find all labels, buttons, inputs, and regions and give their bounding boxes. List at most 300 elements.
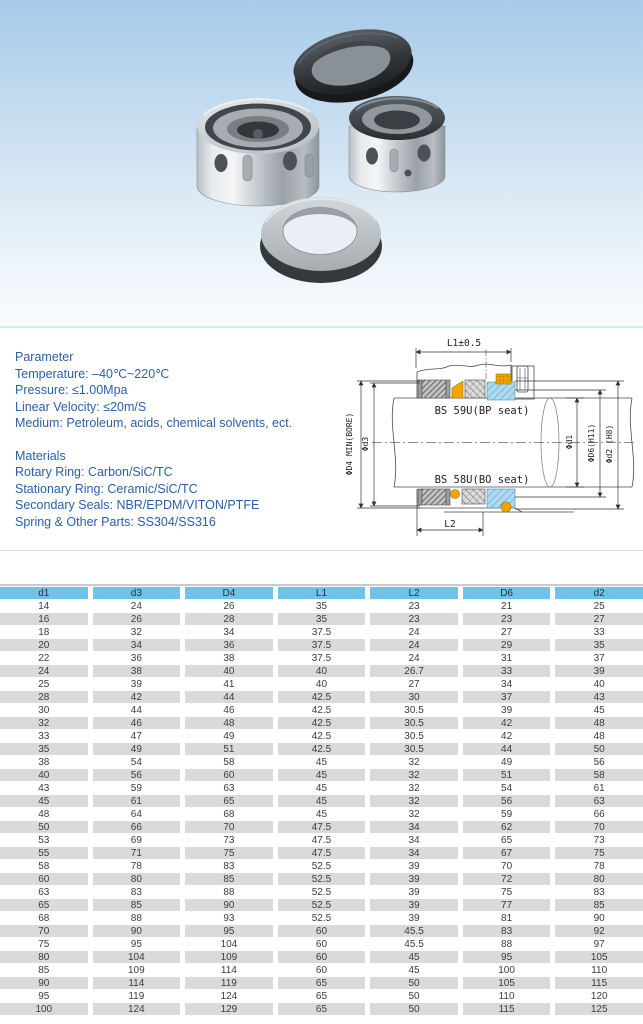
table-cell: 93 [185, 912, 273, 925]
table-cell: 42 [463, 730, 551, 743]
table-cell: 52.5 [278, 860, 366, 873]
table-cell: 27 [370, 678, 458, 691]
table-cell: 16 [0, 613, 88, 626]
table-cell: 25 [0, 678, 88, 691]
table-cell: 24 [370, 626, 458, 639]
table-cell: 26 [93, 613, 181, 626]
spec-line: Pressure: ≤1.00Mpa [15, 383, 128, 397]
table-cell: 24 [370, 652, 458, 665]
table-cell: 23 [370, 600, 458, 613]
table-cell: 73 [555, 834, 643, 847]
table-cell: 20 [0, 639, 88, 652]
table-cell: 100 [463, 964, 551, 977]
table-cell: 42.5 [278, 717, 366, 730]
table-cell: 129 [185, 1003, 273, 1016]
table-cell: 27 [463, 626, 551, 639]
table-cell: 115 [463, 1003, 551, 1016]
table-cell: 95 [463, 951, 551, 964]
table-cell: 64 [93, 808, 181, 821]
table-cell: 38 [185, 652, 273, 665]
table-cell: 32 [370, 782, 458, 795]
table-cell: 42.5 [278, 691, 366, 704]
table-cell: 40 [278, 665, 366, 678]
table-row [0, 990, 643, 1003]
table-cell: 32 [370, 808, 458, 821]
table-cell: 34 [370, 821, 458, 834]
table-cell: 36 [93, 652, 181, 665]
table-cell: 81 [463, 912, 551, 925]
table-cell: 33 [463, 665, 551, 678]
spring-section [422, 380, 446, 398]
table-cell: 39 [370, 899, 458, 912]
table-cell: 104 [93, 951, 181, 964]
table-cell: 28 [0, 691, 88, 704]
table-cell: 83 [185, 860, 273, 873]
table-cell: 114 [185, 964, 273, 977]
table-cell: 42.5 [278, 743, 366, 756]
table-cell: 58 [185, 756, 273, 769]
section-divider [0, 550, 643, 551]
table-cell: 35 [278, 613, 366, 626]
table-cell: 119 [185, 977, 273, 990]
table-cell: 29 [463, 639, 551, 652]
table-cell: 73 [185, 834, 273, 847]
table-cell: 45 [370, 951, 458, 964]
table-cell: 65 [278, 990, 366, 1003]
table-cell: 27 [555, 613, 643, 626]
table-row [0, 873, 643, 886]
spring-section [422, 489, 446, 505]
table-cell: 65 [0, 899, 88, 912]
table-cell: 59 [93, 782, 181, 795]
table-cell: 32 [0, 717, 88, 730]
table-cell: 54 [463, 782, 551, 795]
table-cell: 39 [93, 678, 181, 691]
table-row [0, 860, 643, 873]
table-row [0, 782, 643, 795]
table-cell: 40 [555, 678, 643, 691]
spacer [15, 432, 335, 448]
table-cell: 69 [93, 834, 181, 847]
table-cell: 65 [278, 977, 366, 990]
table-row [0, 769, 643, 782]
table-cell: 50 [370, 990, 458, 1003]
table-cell: 22 [0, 652, 88, 665]
table-cell: 48 [555, 717, 643, 730]
table-cell: 38 [0, 756, 88, 769]
table-cell: 95 [0, 990, 88, 1003]
table-cell: 30.5 [370, 730, 458, 743]
table-cell: 78 [93, 860, 181, 873]
table-cell: 92 [555, 925, 643, 938]
table-cell: 83 [463, 925, 551, 938]
table-row [0, 639, 643, 652]
table-cell: 49 [93, 743, 181, 756]
table-cell: 88 [185, 886, 273, 899]
table-cell: 52.5 [278, 873, 366, 886]
table-row [0, 912, 643, 925]
table-cell: 45 [0, 795, 88, 808]
table-cell: 52.5 [278, 912, 366, 925]
table-cell: 53 [0, 834, 88, 847]
table-cell: 24 [370, 639, 458, 652]
d2-label: Φd2 (H8) [605, 424, 614, 464]
table-cell: 50 [370, 977, 458, 990]
table-cell: 61 [555, 782, 643, 795]
table-cell: 30.5 [370, 743, 458, 756]
table-cell: 90 [555, 912, 643, 925]
technical-diagram [344, 336, 643, 562]
table-cell: 39 [555, 665, 643, 678]
section-divider [0, 326, 643, 328]
table-row [0, 951, 643, 964]
table-cell: 18 [0, 626, 88, 639]
spec-line: Rotary Ring: Carbon/SiC/TC [15, 465, 173, 479]
l2-label: L2 [444, 519, 456, 530]
table-cell: 66 [555, 808, 643, 821]
table-row [0, 847, 643, 860]
table-cell: 36 [185, 639, 273, 652]
table-cell: 70 [463, 860, 551, 873]
table-cell: 61 [93, 795, 181, 808]
table-cell: 80 [0, 951, 88, 964]
table-cell: 56 [555, 756, 643, 769]
o-ring [501, 502, 511, 512]
table-row [0, 964, 643, 977]
table-cell: 75 [555, 847, 643, 860]
table-cell: 85 [0, 964, 88, 977]
table-cell: 46 [185, 704, 273, 717]
table-cell: 104 [185, 938, 273, 951]
materials-lines [15, 464, 335, 530]
bolt [517, 366, 528, 392]
table-cell: 70 [185, 821, 273, 834]
table-cell: 114 [93, 977, 181, 990]
table-cell: 71 [93, 847, 181, 860]
table-row [0, 717, 643, 730]
table-cell: 72 [463, 873, 551, 886]
table-cell: 35 [0, 743, 88, 756]
table-cell: 78 [555, 860, 643, 873]
spec-line: Stationary Ring: Ceramic/SiC/TC [15, 481, 198, 496]
table-cell: 105 [555, 951, 643, 964]
mechanical-seals-photo-illustration [0, 0, 643, 326]
product-photo [0, 0, 643, 326]
table-cell: 32 [93, 626, 181, 639]
table-cell: 37 [555, 652, 643, 665]
table-cell: 34 [93, 639, 181, 652]
table-cell: 60 [278, 964, 366, 977]
table-cell: 45.5 [370, 938, 458, 951]
table-cell: 45 [278, 782, 366, 795]
table-cell: 44 [185, 691, 273, 704]
table-cell: 32 [370, 756, 458, 769]
spec-table-header [0, 587, 643, 600]
table-cell: 37.5 [278, 652, 366, 665]
elastomer-wedge [452, 381, 463, 398]
table-cell: 51 [463, 769, 551, 782]
seat-top-label: BS 59U(BP seat) [434, 405, 530, 417]
table-cell: 38 [93, 665, 181, 678]
table-row [0, 730, 643, 743]
materials-heading: Materials [15, 448, 66, 463]
table-row [0, 886, 643, 899]
table-cell: 50 [0, 821, 88, 834]
table-row [0, 756, 643, 769]
table-cell: 28 [185, 613, 273, 626]
rotary-ring-section [462, 489, 485, 504]
table-cell: 40 [278, 678, 366, 691]
table-row [0, 834, 643, 847]
table-cell: 70 [0, 925, 88, 938]
table-row [0, 977, 643, 990]
table-cell: 39 [370, 873, 458, 886]
table-cell: 23 [370, 613, 458, 626]
seal-stack-bottom [418, 489, 515, 512]
table-cell: 124 [185, 990, 273, 1003]
table-row [0, 899, 643, 912]
table-cell: 45 [555, 704, 643, 717]
table-cell: 51 [185, 743, 273, 756]
table-cell: 45.5 [370, 925, 458, 938]
table-cell: 45 [278, 808, 366, 821]
table-cell: 34 [463, 678, 551, 691]
table-row [0, 1003, 643, 1016]
table-top-rule [0, 584, 643, 586]
table-cell: 39 [463, 704, 551, 717]
stationary-seat-top [487, 382, 515, 400]
table-cell: 37.5 [278, 626, 366, 639]
table-cell: 21 [463, 600, 551, 613]
table-cell: 14 [0, 600, 88, 613]
table-cell: 40 [0, 769, 88, 782]
table-cell: 48 [185, 717, 273, 730]
mating-ring [260, 197, 382, 283]
table-cell: 95 [93, 938, 181, 951]
table-row [0, 808, 643, 821]
table-cell: 70 [555, 821, 643, 834]
table-cell: 110 [463, 990, 551, 1003]
spec-line: Spring & Other Parts: SS304/SS316 [15, 514, 216, 529]
spring-plate [446, 489, 450, 505]
table-cell: 60 [185, 769, 273, 782]
d6-label: ΦD6(H11) [587, 423, 596, 463]
table-cell: 34 [185, 626, 273, 639]
table-row [0, 626, 643, 639]
table-cell: 32 [370, 795, 458, 808]
table-cell: 120 [555, 990, 643, 1003]
header-row [0, 587, 643, 600]
table-cell: 42 [463, 717, 551, 730]
column-header: d3 [93, 587, 181, 600]
table-cell: 47.5 [278, 834, 366, 847]
bolt-detail [517, 368, 528, 390]
spec-line: Temperature: –40℃~220℃ [15, 366, 170, 381]
table-cell: 60 [278, 938, 366, 951]
table-cell: 54 [93, 756, 181, 769]
table-row [0, 925, 643, 938]
table-cell: 60 [0, 873, 88, 886]
table-cell: 95 [185, 925, 273, 938]
table-cell: 110 [555, 964, 643, 977]
spring-plate [446, 380, 450, 398]
dimension-table-wrap [0, 587, 643, 1016]
table-cell: 124 [93, 1003, 181, 1016]
table-cell: 55 [0, 847, 88, 860]
table-cell: 65 [185, 795, 273, 808]
table-cell: 46 [93, 717, 181, 730]
table-row [0, 613, 643, 626]
parameter-lines [15, 366, 335, 432]
table-cell: 109 [93, 964, 181, 977]
column-header: D6 [463, 587, 551, 600]
table-row [0, 821, 643, 834]
table-cell: 26 [185, 600, 273, 613]
table-row [0, 795, 643, 808]
table-cell: 37 [463, 691, 551, 704]
table-cell: 56 [463, 795, 551, 808]
table-cell: 63 [555, 795, 643, 808]
table-row [0, 704, 643, 717]
table-cell: 30.5 [370, 704, 458, 717]
table-cell: 25 [555, 600, 643, 613]
table-cell: 58 [555, 769, 643, 782]
l1-label: L1±0.5 [446, 338, 482, 349]
table-cell: 42.5 [278, 730, 366, 743]
table-row [0, 743, 643, 756]
table-cell: 42.5 [278, 704, 366, 717]
table-cell: 40 [185, 665, 273, 678]
table-cell: 45 [370, 964, 458, 977]
table-cell: 68 [185, 808, 273, 821]
table-cell: 75 [463, 886, 551, 899]
table-cell: 48 [0, 808, 88, 821]
table-cell: 52.5 [278, 886, 366, 899]
table-cell: 24 [93, 600, 181, 613]
table-cell: 34 [370, 847, 458, 860]
table-cell: 37.5 [278, 639, 366, 652]
column-header: d1 [0, 587, 88, 600]
table-row [0, 691, 643, 704]
table-cell: 39 [370, 860, 458, 873]
table-cell: 88 [463, 938, 551, 951]
table-cell: 30.5 [370, 717, 458, 730]
table-cell: 35 [278, 600, 366, 613]
parameter-heading: Parameter [15, 350, 74, 364]
table-cell: 77 [463, 899, 551, 912]
d1-label: Φd1 [565, 434, 574, 450]
spec-table [0, 587, 643, 1016]
table-cell: 43 [555, 691, 643, 704]
table-cell: 90 [93, 925, 181, 938]
table-cell: 45 [278, 756, 366, 769]
table-cell: 48 [555, 730, 643, 743]
table-cell: 125 [555, 1003, 643, 1016]
table-cell: 60 [278, 951, 366, 964]
table-cell: 47.5 [278, 847, 366, 860]
table-cell: 24 [0, 665, 88, 678]
table-cell: 44 [93, 704, 181, 717]
table-cell: 66 [93, 821, 181, 834]
table-cell: 105 [463, 977, 551, 990]
spec-line: Linear Velocity: ≤20m/S [15, 399, 147, 414]
table-cell: 65 [463, 834, 551, 847]
table-cell: 23 [463, 613, 551, 626]
rotary-ring-section [465, 380, 485, 398]
table-cell: 80 [555, 873, 643, 886]
table-cell: 83 [555, 886, 643, 899]
gasket [496, 374, 511, 384]
table-cell: 75 [0, 938, 88, 951]
table-row [0, 652, 643, 665]
table-row [0, 678, 643, 691]
table-cell: 44 [463, 743, 551, 756]
table-cell: 97 [555, 938, 643, 951]
table-cell: 49 [185, 730, 273, 743]
table-cell: 39 [370, 886, 458, 899]
d3-extension-lines [370, 383, 420, 506]
table-cell: 30 [370, 691, 458, 704]
table-cell: 49 [463, 756, 551, 769]
table-cell: 85 [185, 873, 273, 886]
table-cell: 88 [93, 912, 181, 925]
table-cell: 35 [555, 639, 643, 652]
table-cell: 100 [0, 1003, 88, 1016]
table-cell: 34 [370, 834, 458, 847]
seal-right [349, 96, 445, 192]
table-cell: 119 [93, 990, 181, 1003]
table-row [0, 665, 643, 678]
column-header: D4 [185, 587, 273, 600]
column-header: L2 [370, 587, 458, 600]
table-cell: 47 [93, 730, 181, 743]
table-cell: 39 [370, 912, 458, 925]
seal-left [197, 98, 319, 206]
table-cell: 59 [463, 808, 551, 821]
table-cell: 41 [185, 678, 273, 691]
spring-plate [418, 489, 422, 505]
table-cell: 42 [93, 691, 181, 704]
table-cell: 26.7 [370, 665, 458, 678]
table-cell: 58 [0, 860, 88, 873]
spec-table-body [0, 600, 643, 1016]
table-row [0, 600, 643, 613]
table-cell: 109 [185, 951, 273, 964]
d4-label: ΦD4 MIN(BORE) [345, 412, 354, 476]
table-cell: 63 [0, 886, 88, 899]
spec-line: Secondary Seals: NBR/EPDM/VITON/PTFE [15, 498, 260, 512]
table-cell: 115 [555, 977, 643, 990]
table-cell: 33 [555, 626, 643, 639]
table-cell: 62 [463, 821, 551, 834]
table-cell: 50 [370, 1003, 458, 1016]
seal-cross-section-drawing [344, 336, 643, 562]
table-cell: 47.5 [278, 821, 366, 834]
table-cell: 30 [0, 704, 88, 717]
o-ring [451, 490, 460, 499]
table-cell: 43 [0, 782, 88, 795]
table-cell: 68 [0, 912, 88, 925]
table-cell: 90 [0, 977, 88, 990]
table-cell: 90 [185, 899, 273, 912]
table-cell: 52.5 [278, 899, 366, 912]
table-cell: 63 [185, 782, 273, 795]
column-header: d2 [555, 587, 643, 600]
table-cell: 33 [0, 730, 88, 743]
table-cell: 83 [93, 886, 181, 899]
table-cell: 65 [278, 1003, 366, 1016]
spec-line: Medium: Petroleum, acids, chemical solvents, ect. [15, 416, 293, 430]
